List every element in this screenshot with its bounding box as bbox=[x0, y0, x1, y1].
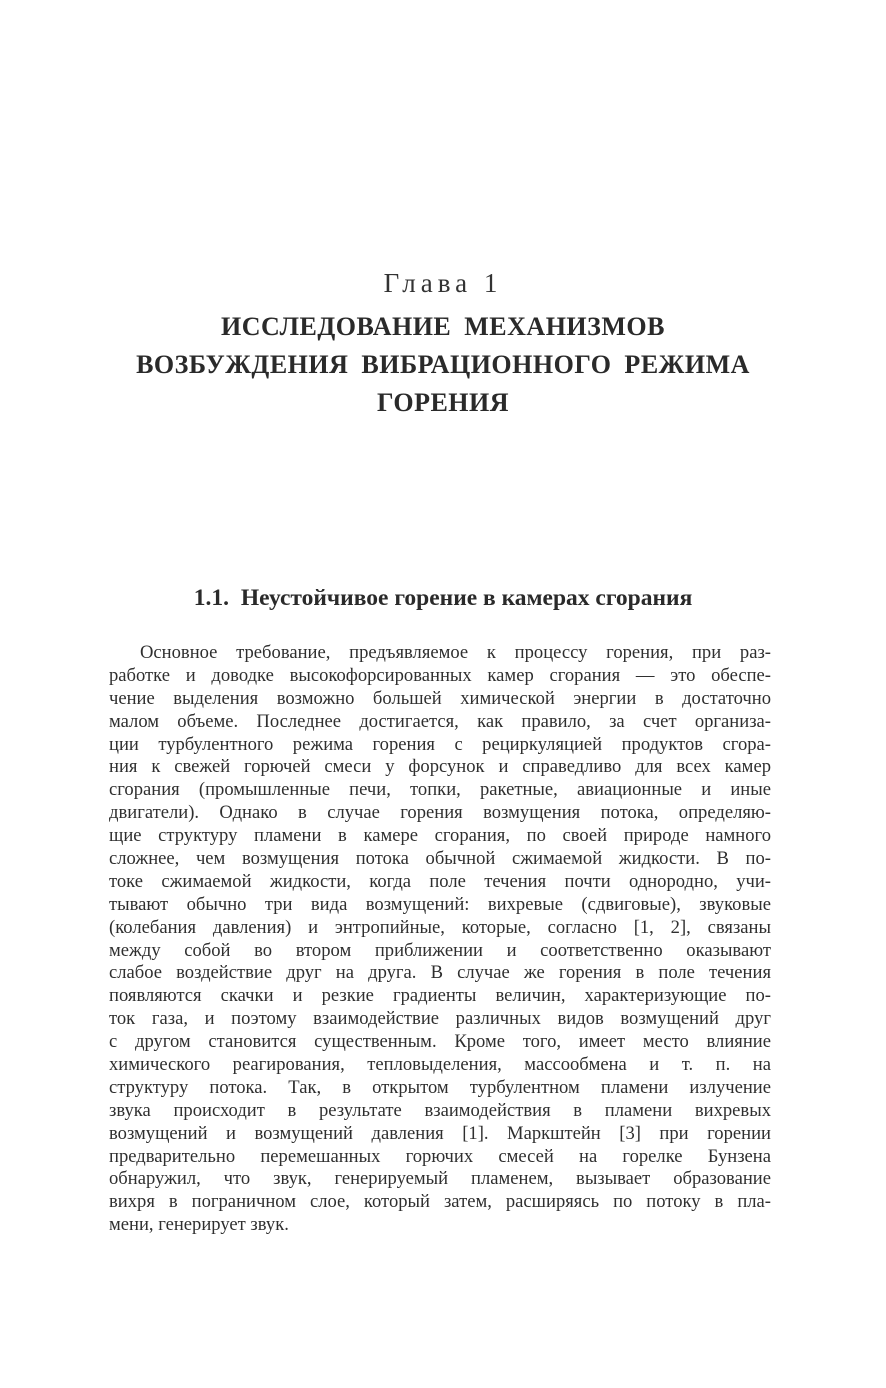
paragraph-line: между собой во втором приближении и соответственно оказывают bbox=[109, 939, 771, 961]
paragraph-line: вихря в пограничном слое, который затем, расширяясь по потоку в пла- bbox=[109, 1191, 771, 1213]
paragraph-line: работке и доводке высокофорсированных камер сгорания — это обеспе- bbox=[109, 664, 771, 686]
paragraph-line: структуру потока. Так, в открытом турбулентном пламени излучение bbox=[109, 1076, 771, 1098]
paragraph-line: сгорания (промышленные печи, топки, ракетные, авиационные и иные bbox=[109, 779, 771, 801]
paragraph-line: предварительно перемешанных горючих смесей на горелке Бунзена bbox=[109, 1145, 771, 1167]
paragraph-line: возмущений и возмущений давления [1]. Маркштейн [3] при горении bbox=[109, 1122, 771, 1144]
paragraph-line: щие структуру пламени в камере сгорания, по своей природе намного bbox=[109, 825, 771, 847]
section-heading bbox=[0, 585, 886, 612]
paragraph-line: двигатели). Однако в случае горения возмущения потока, определяю- bbox=[109, 802, 771, 824]
chapter-label: Глава 1 bbox=[383, 268, 503, 298]
paragraph-line: обнаружил, что звук, генерируемый пламенем, вызывает образование bbox=[109, 1168, 771, 1190]
section-number: 1.1. bbox=[193, 585, 229, 611]
paragraph-line: Основное требование, предъявляемое к процессу горения, при раз- bbox=[140, 642, 771, 663]
paragraph-line: токе сжимаемой жидкости, когда поле течения почти однородно, учи- bbox=[109, 870, 771, 892]
paragraph-line: мени, генерирует звук. bbox=[109, 1214, 289, 1236]
paragraph-line: чение выделения возможно большей химической энергии в достаточно bbox=[109, 687, 771, 709]
paragraph-line: ции турбулентного режима горения с рециркуляцией продуктов сгора- bbox=[109, 733, 771, 755]
paragraph-line: тывают обычно три вида возмущений: вихревые (сдвиговые), звуковые bbox=[109, 893, 771, 915]
chapter-title-line: ГОРЕНИЯ bbox=[376, 388, 510, 417]
section-title: Неустойчивое горение в камерах сгорания bbox=[240, 585, 693, 611]
paragraph-line: слабое воздействие друг на друга. В случае же горения в поле течения bbox=[109, 962, 771, 984]
paragraph-line: ток газа, и поэтому взаимодействие различных видов возмущений друг bbox=[109, 1008, 771, 1030]
chapter-title-line: ВОЗБУЖДЕНИЯ ВИБРАЦИОННОГО РЕЖИМА bbox=[136, 350, 750, 379]
paragraph-line: малом объеме. Последнее достигается, как правило, за счет организа- bbox=[109, 710, 771, 732]
paragraph-line: сложнее, чем возмущения потока обычной сжимаемой жидкости. В по- bbox=[109, 848, 771, 870]
paragraph-line: звука происходит в результате взаимодействия в пламени вихревых bbox=[109, 1099, 771, 1121]
chapter-title-line: ИССЛЕДОВАНИЕ МЕХАНИЗМОВ bbox=[221, 312, 665, 341]
chapter-title bbox=[100, 308, 786, 422]
paragraph-line: ния к свежей горючей смеси у форсунок и справедливо для всех камер bbox=[109, 756, 771, 778]
paragraph-line: химического реагирования, тепловыделения, массообмена и т. п. на bbox=[109, 1054, 771, 1076]
paragraph-line: (колебания давления) и энтропийные, которые, согласно [1, 2], связаны bbox=[109, 916, 771, 938]
paragraph-line: появляются скачки и резкие градиенты величин, характеризующие по- bbox=[109, 985, 771, 1007]
body-paragraph bbox=[109, 642, 771, 1237]
paragraph-line: с другом становится существенным. Кроме того, имеет место влияние bbox=[109, 1031, 771, 1053]
